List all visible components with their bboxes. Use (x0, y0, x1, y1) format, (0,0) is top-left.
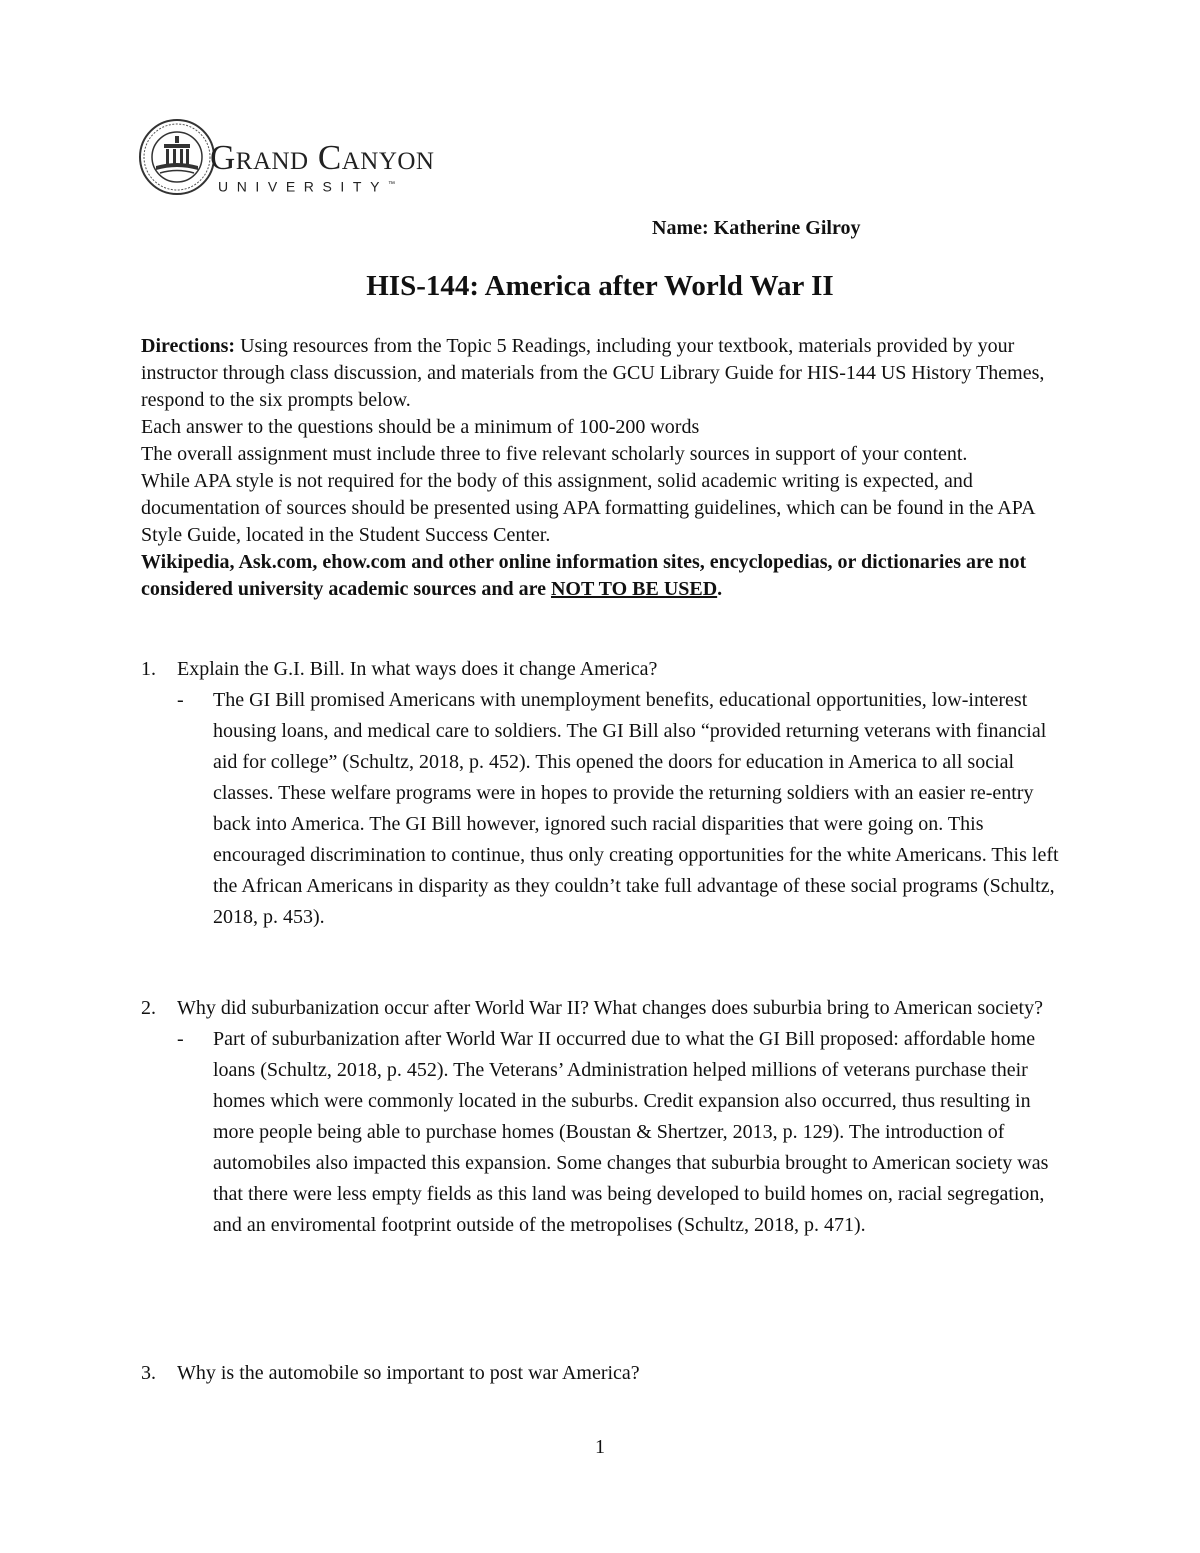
question-number: 3. (141, 1362, 156, 1384)
answer-bullet: - (177, 1028, 184, 1050)
not-to-be-used: NOT TO BE USED (550, 578, 718, 600)
directions-label: Directions: (141, 335, 236, 357)
directions-word-count: Each answer to the questions should be a minimum of 100-200 words (141, 416, 700, 438)
wordmark-grand-canyon: Grand Canyon (210, 138, 435, 177)
university-seal-icon (138, 118, 216, 196)
question-number: 2. (141, 997, 156, 1019)
question-1 (141, 654, 1061, 933)
question-3 (141, 1358, 1061, 1389)
wordmark-university: UNIVERSITY™ (218, 178, 396, 195)
directions-sources: The overall assignment must include three to five relevant scholarly sources in support of your content. (141, 443, 968, 465)
university-wordmark (210, 140, 434, 196)
directions-apa: While APA style is not required for the body of this assignment, solid academic writing is expected, and documentation of sources should be presented using APA formatting guidelines, which can be found in the APA Style Guide, located in the Student Success Center. (141, 470, 1035, 546)
question-2 (141, 993, 1061, 1241)
question-prompt: 2. Why did suburbanization occur after World War II? What changes does suburbia bring to American society? (141, 993, 1061, 1024)
directions-warning: Wikipedia, Ask.com, ehow.com and other online information sites, encyclopedias, or dictionaries are not considered university academic sources and are NOT TO BE USED. (141, 551, 1027, 600)
answer-text: - The GI Bill promised Americans with unemployment benefits, educational opportunities, low-interest housing loans, and medical care to soldiers. The GI Bill also “provided returning veterans with financial aid for college” (Schultz, 2018, p. 452). This opened the doors for education in America to all social classes. These welfare programs were in hopes to provide the returning soldiers with an easier re-entry back into America. The GI Bill however, ignored such racial disparities that were going on. This encouraged discrimination to continue, thus only creating opportunities for the white Americans. This left the African Americans in disparity as they couldn’t take full advantage of these social programs (Schultz, 2018, p. 453). (177, 685, 1061, 933)
university-logo (138, 118, 458, 196)
page-number: 1 (595, 1436, 605, 1458)
answer-text: - Part of suburbanization after World War II occurred due to what the GI Bill proposed: affordable home loans (Schultz, 2018, p. 452). The Veterans’ Administration helped millions of veterans purchase their homes which were commonly located in the suburbs. Credit expansion also occurred, thus resulting in more people being able to purchase homes (Boustan & Shertzer, 2013, p. 129). The introduction of automobiles also impacted this expansion. Some changes that suburbia brought to American society was that there were less empty fields as this land was being developed to build homes on, racial segregation, and an enviromental footprint outside of the metropolises (Schultz, 2018, p. 471). (177, 1024, 1061, 1241)
question-prompt: 1. Explain the G.I. Bill. In what ways does it change America? (141, 654, 1061, 685)
assignment-title: HIS-144: America after World War II (366, 270, 834, 302)
question-prompt: 3. Why is the automobile so important to post war America? (141, 1358, 1061, 1389)
question-number: 1. (141, 658, 156, 680)
directions-block (141, 333, 1061, 603)
answer-bullet: - (177, 689, 184, 711)
student-name: Name: Katherine Gilroy (652, 217, 861, 239)
directions-intro: Directions: Using resources from the Topic 5 Readings, including your textbook, materials provided by your instructor through class discussion, and materials from the GCU Library Guide for HIS-144 US History Themes, respond to the six prompts below. (141, 335, 1045, 411)
